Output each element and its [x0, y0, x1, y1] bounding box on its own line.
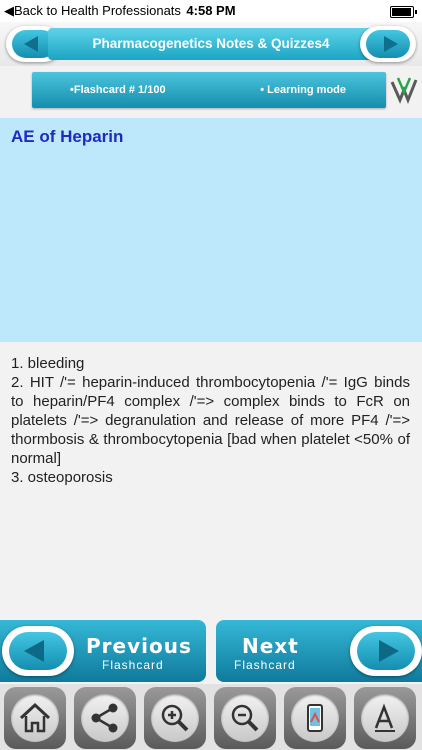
arrow-right-icon [384, 36, 398, 52]
home-button[interactable] [4, 687, 66, 749]
page-title: Pharmacogenetics Notes & Quizzes4 [48, 28, 374, 60]
previous-sublabel: Flashcard [102, 658, 164, 672]
device-button[interactable] [284, 687, 346, 749]
flashcard-title: AE of Heparin [11, 127, 124, 146]
status-bar [0, 0, 422, 22]
next-flashcard-button[interactable] [216, 620, 422, 682]
answer-line: 3. osteoporosis [11, 469, 113, 486]
flashcard-counter: •Flashcard # 1/100 [70, 84, 166, 96]
next-label: Next [242, 634, 299, 658]
bottom-toolbar [0, 684, 422, 750]
mode-label: • Learning mode [260, 84, 346, 96]
header [0, 22, 422, 66]
zoom-out-button[interactable] [214, 687, 276, 749]
zoom-out-icon [221, 694, 269, 742]
answer-line: 2. HIT /'= heparin-induced thrombocytopenia /'= IgG binds to heparin/PF4 complex /'=> complex binds to FcR on platelets /'=> degranulation and release of more PF4 /'=> thormbosis & thrombocytopenia [bad when platelet <50% of normal] [11, 374, 410, 467]
info-bar [32, 72, 386, 108]
back-to-app-link[interactable]: ◀Back to Health Professionats [4, 3, 181, 18]
font-button[interactable] [354, 687, 416, 749]
arrow-right-icon [379, 640, 399, 662]
previous-flashcard-button[interactable] [0, 620, 206, 682]
home-icon [11, 694, 59, 742]
back-to-app-label: Back to Health Professionats [14, 3, 181, 18]
zoom-in-icon [151, 694, 199, 742]
next-sublabel: Flashcard [234, 658, 296, 672]
app-logo-icon [390, 74, 418, 106]
font-icon [361, 694, 409, 742]
device-icon [291, 694, 339, 742]
share-icon [81, 694, 129, 742]
previous-label: Previous [86, 634, 192, 658]
battery-icon [390, 6, 414, 18]
arrow-left-icon [24, 640, 44, 662]
zoom-in-button[interactable] [144, 687, 206, 749]
flashcard-question[interactable] [0, 118, 422, 342]
answer-line: 1. bleeding [11, 355, 85, 372]
share-button[interactable] [74, 687, 136, 749]
status-time: 4:58 PM [186, 3, 236, 18]
flashcard-answer [11, 354, 410, 487]
header-forward-button[interactable] [360, 26, 416, 62]
arrow-left-icon [24, 36, 38, 52]
